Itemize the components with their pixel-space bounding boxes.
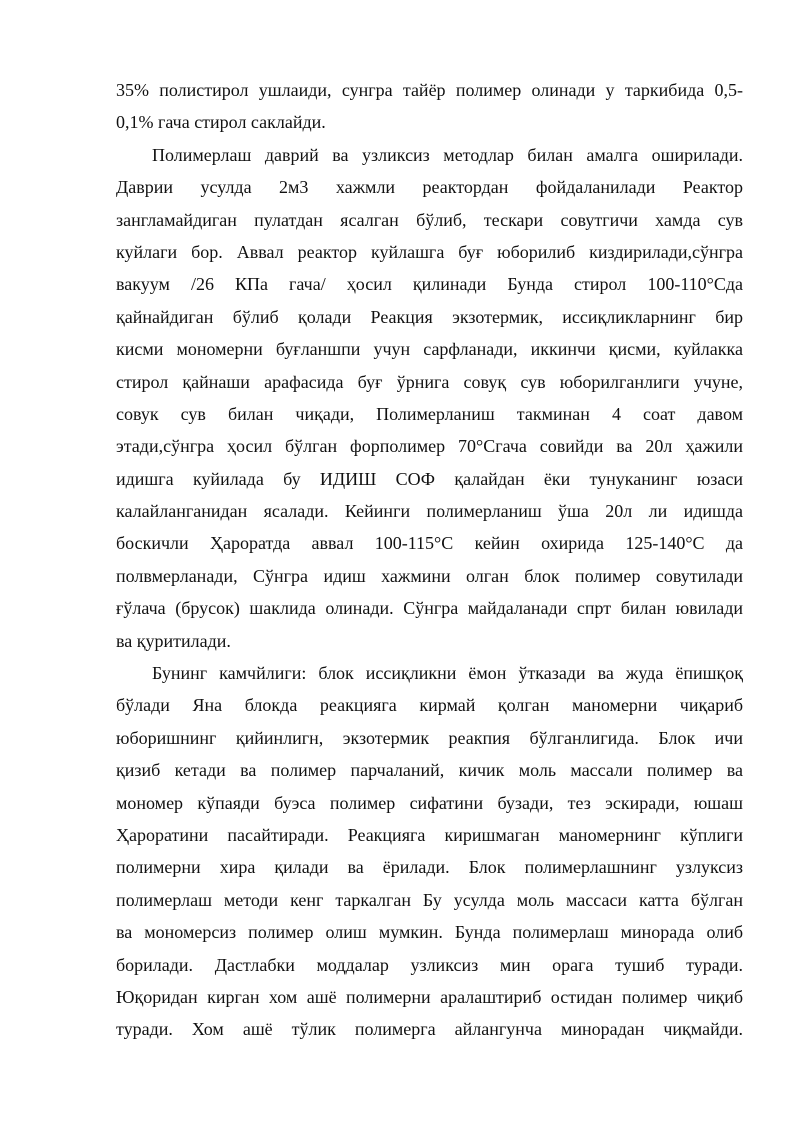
text-line: полвмерланади, Сўнгра идиш хажмини олган блок полимер совутилади xyxy=(116,565,743,586)
text-line: ва қуритилади. xyxy=(116,630,231,651)
text-line: 0,1% гача стирол саклайди. xyxy=(116,112,326,133)
text-line: юборишнинг қийинлигн, экзотермик реакпия бўлганлигида. Блок ичи xyxy=(116,727,743,748)
text-line: вакуум /26 КПа гача/ ҳосил қилинади Бунда стирол 100-110°Сда xyxy=(116,274,743,295)
text-line: қайнайдиган бўлиб қолади Реакция экзотермик, иссиқликларнинг бир xyxy=(116,306,743,327)
text-line: туради. Хом ашё тўлик полимерга айлангунча минорадан чиқмайди. xyxy=(116,1019,743,1040)
text-line: борилади. Дастлабки моддалар узликсиз мин орага тушиб туради. xyxy=(116,954,743,975)
text-line: Юқоридан кирган хом ашё полимерни аралаштириб остидан полимер чиқиб xyxy=(116,986,743,1007)
text-line: боскичли Ҳароратда аввал 100-115°С кейин охирида 125-140°С да xyxy=(116,533,743,554)
text-line: стирол қайнаши арафасида буғ ўрнига совуқ сув юборилганлиги учуне, xyxy=(116,371,743,392)
text-line: Бунинг камчйлиги: блок иссиқликни ёмон ўтказади ва жуда ёпишқоқ xyxy=(152,663,743,684)
document-body xyxy=(116,74,743,1046)
text-line: қизиб кетади ва полимер парчаланий, кичик моль массали полимер ва xyxy=(116,760,743,781)
text-line: ғўлача (брусок) шаклида олинади. Сўнгра майдаланади спрт билан ювилади xyxy=(116,598,743,619)
text-line: кисми мономерни буғланшпи учун сарфланади, иккинчи қисми, куйлакка xyxy=(116,339,743,360)
text-line: Полимерлаш даврий ва узликсиз методлар билан амалга оширилади. xyxy=(152,144,743,165)
text-line: идишга куйилада бу ИДИШ СОФ қалайдан ёки тунуканинг юзаси xyxy=(116,468,743,489)
text-line: полимерни хира қилади ва ёрилади. Блок полимерлашнинг узлуксиз xyxy=(116,857,743,878)
text-line: полимерлаш методи кенг таркалган Бу усулда моль массаси катта бўлган xyxy=(116,889,743,910)
text-line: мономер кўпаяди буэса полимер сифатини бузади, тез эскиради, юшаш xyxy=(116,792,743,813)
text-line: Даврии усулда 2м3 хажмли реактордан фойдаланилади Реактор xyxy=(116,177,743,198)
text-line: бўлади Яна блокда реакцияга кирмай қолган маномерни чиқариб xyxy=(116,695,743,716)
text-line: Ҳароратини пасайтиради. Реакцияга киришмаган маномернинг кўплиги xyxy=(116,824,743,845)
text-line: зангламайдиган пулатдан ясалган бўлиб, тескари совутгичи хамда сув xyxy=(116,209,743,230)
text-line: этади,сўнгра ҳосил бўлган форполимер 70°Сгача совийди ва 20л ҳажили xyxy=(116,436,743,457)
text-line: совук сув билан чиқади, Полимерланиш такминан 4 соат давом xyxy=(116,403,743,424)
text-line: калайланганидан ясалади. Кейинги полимерланиш ўша 20л ли идишда xyxy=(116,501,743,522)
text-line: 35% полистирол ушлаиди, сунгра тайёр полимер олинади у таркибида 0,5- xyxy=(116,80,743,100)
text-line: куйлаги бор. Аввал реактор куйлашга буғ юборилиб киздирилади,сўнгра xyxy=(116,241,743,262)
text-line: ва мономерсиз полимер олиш мумкин. Бунда полимерлаш минорада олиб xyxy=(116,922,743,943)
